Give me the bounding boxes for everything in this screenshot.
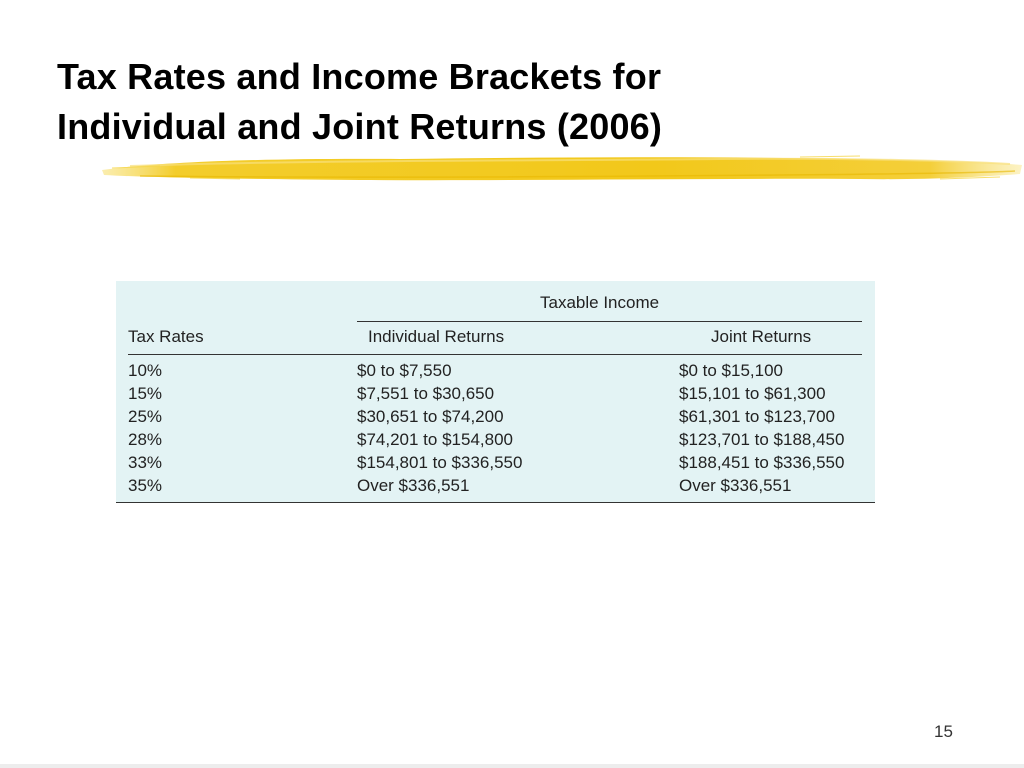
tax-rate-cell: 25%	[128, 407, 163, 426]
column-header-tax-rates: Tax Rates	[128, 327, 204, 346]
group-header-taxable-income: Taxable Income	[540, 293, 660, 312]
table-row	[116, 476, 875, 499]
joint-bracket-cell: $61,301 to $123,700	[679, 407, 835, 426]
slide-title	[57, 52, 662, 152]
joint-bracket-cell: $15,101 to $61,300	[679, 384, 826, 403]
joint-bracket-cell: $0 to $15,100	[679, 361, 783, 380]
individual-bracket-cell: $0 to $7,550	[357, 361, 452, 380]
tax-rate-cell: 35%	[128, 476, 163, 495]
individual-bracket-cell: Over $336,551	[357, 476, 470, 495]
tax-rate-cell: 15%	[128, 384, 163, 403]
joint-bracket-cell: Over $336,551	[679, 476, 792, 495]
column-header-individual-returns: Individual Returns	[368, 327, 505, 346]
individual-bracket-cell: $154,801 to $336,550	[357, 453, 523, 472]
table-row	[116, 453, 875, 476]
tax-rate-cell: 10%	[128, 361, 163, 380]
tax-rate-cell: 33%	[128, 453, 163, 472]
joint-bracket-cell: $188,451 to $336,550	[679, 453, 845, 472]
joint-bracket-cell: $123,701 to $188,450	[679, 430, 845, 449]
tax-rate-cell: 28%	[128, 430, 163, 449]
tax-bracket-table	[116, 281, 875, 503]
individual-bracket-cell: $74,201 to $154,800	[357, 430, 513, 449]
title-brush-stroke	[100, 148, 1024, 190]
individual-bracket-cell: $30,651 to $74,200	[357, 407, 504, 426]
table-row	[116, 361, 875, 384]
column-header-rule	[128, 354, 862, 355]
slide-title-line-2: Individual and Joint Returns (2006)	[57, 106, 663, 147]
individual-bracket-cell: $7,551 to $30,650	[357, 384, 495, 403]
column-header-joint-returns: Joint Returns	[711, 327, 812, 346]
bottom-divider	[0, 764, 1024, 768]
table-row	[116, 430, 875, 453]
table-row	[116, 407, 875, 430]
slide-number: 15	[934, 722, 953, 741]
slide-title-line-1: Tax Rates and Income Brackets for	[57, 56, 662, 97]
table-row	[116, 384, 875, 407]
group-header-rule	[357, 321, 862, 322]
